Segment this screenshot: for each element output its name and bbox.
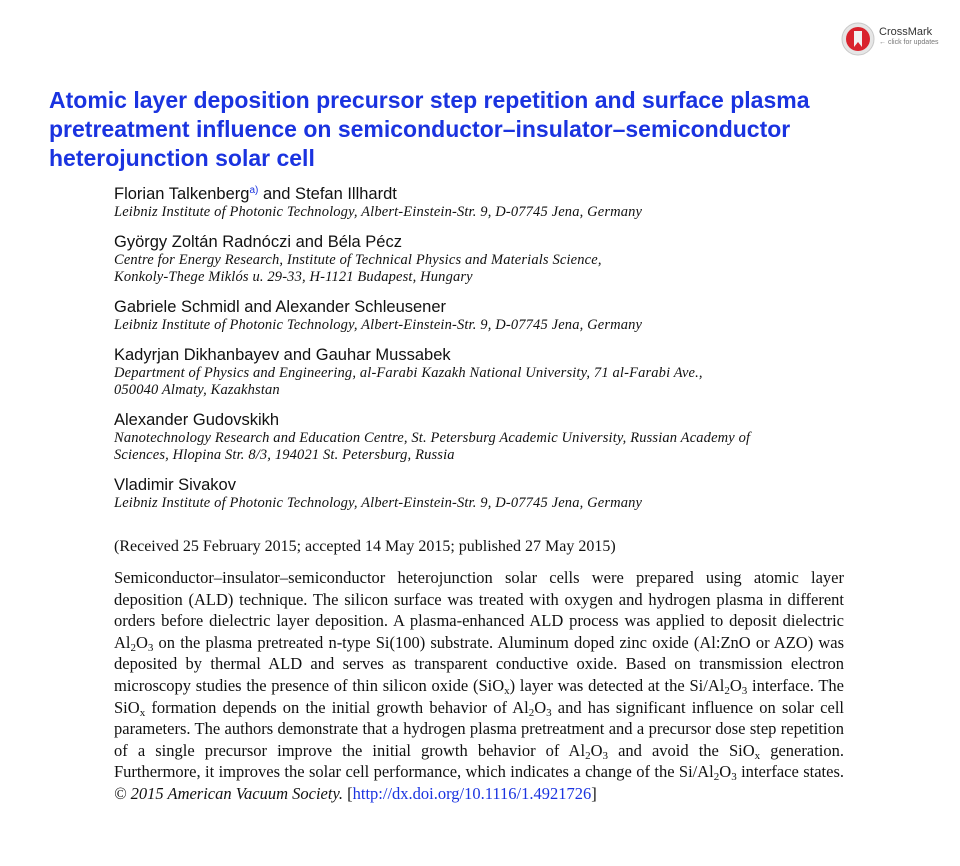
author-names [114,475,874,495]
subscript: 3 [546,706,552,719]
author-affiliation: Leibniz Institute of Photonic Technology, Albert-Einstein-Str. 9, D-07745 Jena, Germany [114,317,643,333]
author-block [114,475,874,512]
subscript: 3 [741,684,748,697]
abstract-text: O [590,740,603,760]
abstract-text: Semiconductor–insulator–semiconductor heterojunction solar cells were prepared using atomic layer deposition (ALD) technique. The silicon surface was treated with oxygen and hydrogen plasma in different orders before dielectric layer deposition. A plasma-enhanced ALD process was applied to deposit dielectric Al [114,568,844,652]
author-name-text: Florian Talkenberg [114,185,250,203]
author-names [114,297,874,317]
abstract-text: ] [591,783,597,803]
subscript: 3 [602,749,608,762]
author-names [114,184,874,204]
subscript: 2 [585,749,591,762]
author-affiliation: 050040 Almaty, Kazakhstan [114,382,280,398]
author-name-text: Kadyrjan Dikhanbayev and Gauhar Mussabek [114,346,451,364]
copyright-notice: © 2015 American Vacuum Society. [114,783,343,803]
author-affiliation: Department of Physics and Engineering, al-Farabi Kazakh National University, 71 al-Farabi Ave., [114,365,703,381]
crossmark-sublabel: ← click for updates [879,39,939,46]
abstract-text: and has significant influence on solar cell parameters. The authors demonstrate that a hydrogen plasma pretreatment and a precursor dose step repetition of a single precursor improve the initial growth behavior of Al [114,697,844,760]
author-names [114,232,874,252]
author-block [114,184,874,221]
author-affiliation: Sciences, Hlopina Str. 8/3, 194021 St. Petersburg, Russia [114,447,455,463]
author-name-text: Gabriele Schmidl and Alexander Schleusener [114,298,447,316]
subscript: 2 [528,706,535,719]
author-block [114,232,874,286]
author-name-text: György Zoltán Radnóczi and Béla Pécz [114,233,402,251]
author-block [114,345,874,399]
doi-link[interactable]: http://dx.doi.org/10.1116/1.4921726 [352,783,592,803]
abstract-text: O [136,632,148,652]
subscript: x [139,706,146,719]
author-name-text: Alexander Gudovskikh [114,411,280,429]
subscript: 2 [724,684,730,697]
abstract-text: O [534,697,547,717]
author-name-text: and Stefan Illhardt [258,185,397,203]
abstract-text: and avoid the SiO [607,740,755,760]
subscript: 3 [147,641,154,654]
author-block [114,297,874,334]
author-name-text: Vladimir Sivakov [114,476,236,494]
author-names [114,410,874,430]
author-affiliation: Leibniz Institute of Photonic Technology, Albert-Einstein-Str. 9, D-07745 Jena, Germany [114,204,643,220]
author-affiliation: Konkoly-Thege Miklós u. 29-33, H-1121 Budapest, Hungary [114,269,473,285]
subscript: 3 [731,771,737,784]
crossmark-sublabel-text: click for updates [887,39,939,46]
author-affiliation: Nanotechnology Research and Education Centre, St. Petersburg Academic University, Russian Academy of [114,430,751,446]
abstract [114,567,844,805]
abstract-text: O [729,675,742,695]
abstract-text: generation. Furthermore, it improves the solar cell performance, which indicates a change of the Si/Al [114,740,844,782]
author-affiliation: Leibniz Institute of Photonic Technology, Albert-Einstein-Str. 9, D-07745 Jena, Germany [114,495,643,511]
abstract-text: ) layer was detected at the Si/Al [509,675,725,695]
author-block [114,410,874,464]
author-names [114,345,874,365]
abstract-text: O [719,762,732,782]
abstract-text: formation depends on the initial growth behavior of Al [145,697,529,717]
abstract-text: interface states. [736,762,844,782]
article-title: Atomic layer deposition precursor step repetition and surface plasma pretreatment influence on semiconductor–insulator–semiconductor heterojunction solar cell [49,87,810,171]
received-dates: (Received 25 February 2015; accepted 14 May 2015; published 27 May 2015) [114,538,616,555]
crossmark-label: CrossMark [879,26,933,38]
author-affiliation: Centre for Energy Research, Institute of Technical Physics and Materials Science, [114,252,602,268]
subscript: 2 [130,641,136,654]
subscript: x [754,749,761,762]
abstract-text: interface. The SiO [114,675,844,717]
author-footnote-marker[interactable]: a) [249,185,259,196]
subscript: 2 [713,771,720,784]
abstract-text: on the plasma pretreated n-type Si(100) substrate. Aluminum doped zinc oxide (Al:ZnO or AZO) was deposited by thermal ALD and serves as transparent conductive oxide. Based on transmission electron microscopy studies the presence of thin silicon oxide (SiO [114,632,844,695]
subscript: x [504,684,510,697]
author-list [114,184,874,523]
abstract-text: [ [342,783,353,803]
crossmark-icon [841,22,875,56]
crossmark-badge[interactable] [841,22,941,56]
